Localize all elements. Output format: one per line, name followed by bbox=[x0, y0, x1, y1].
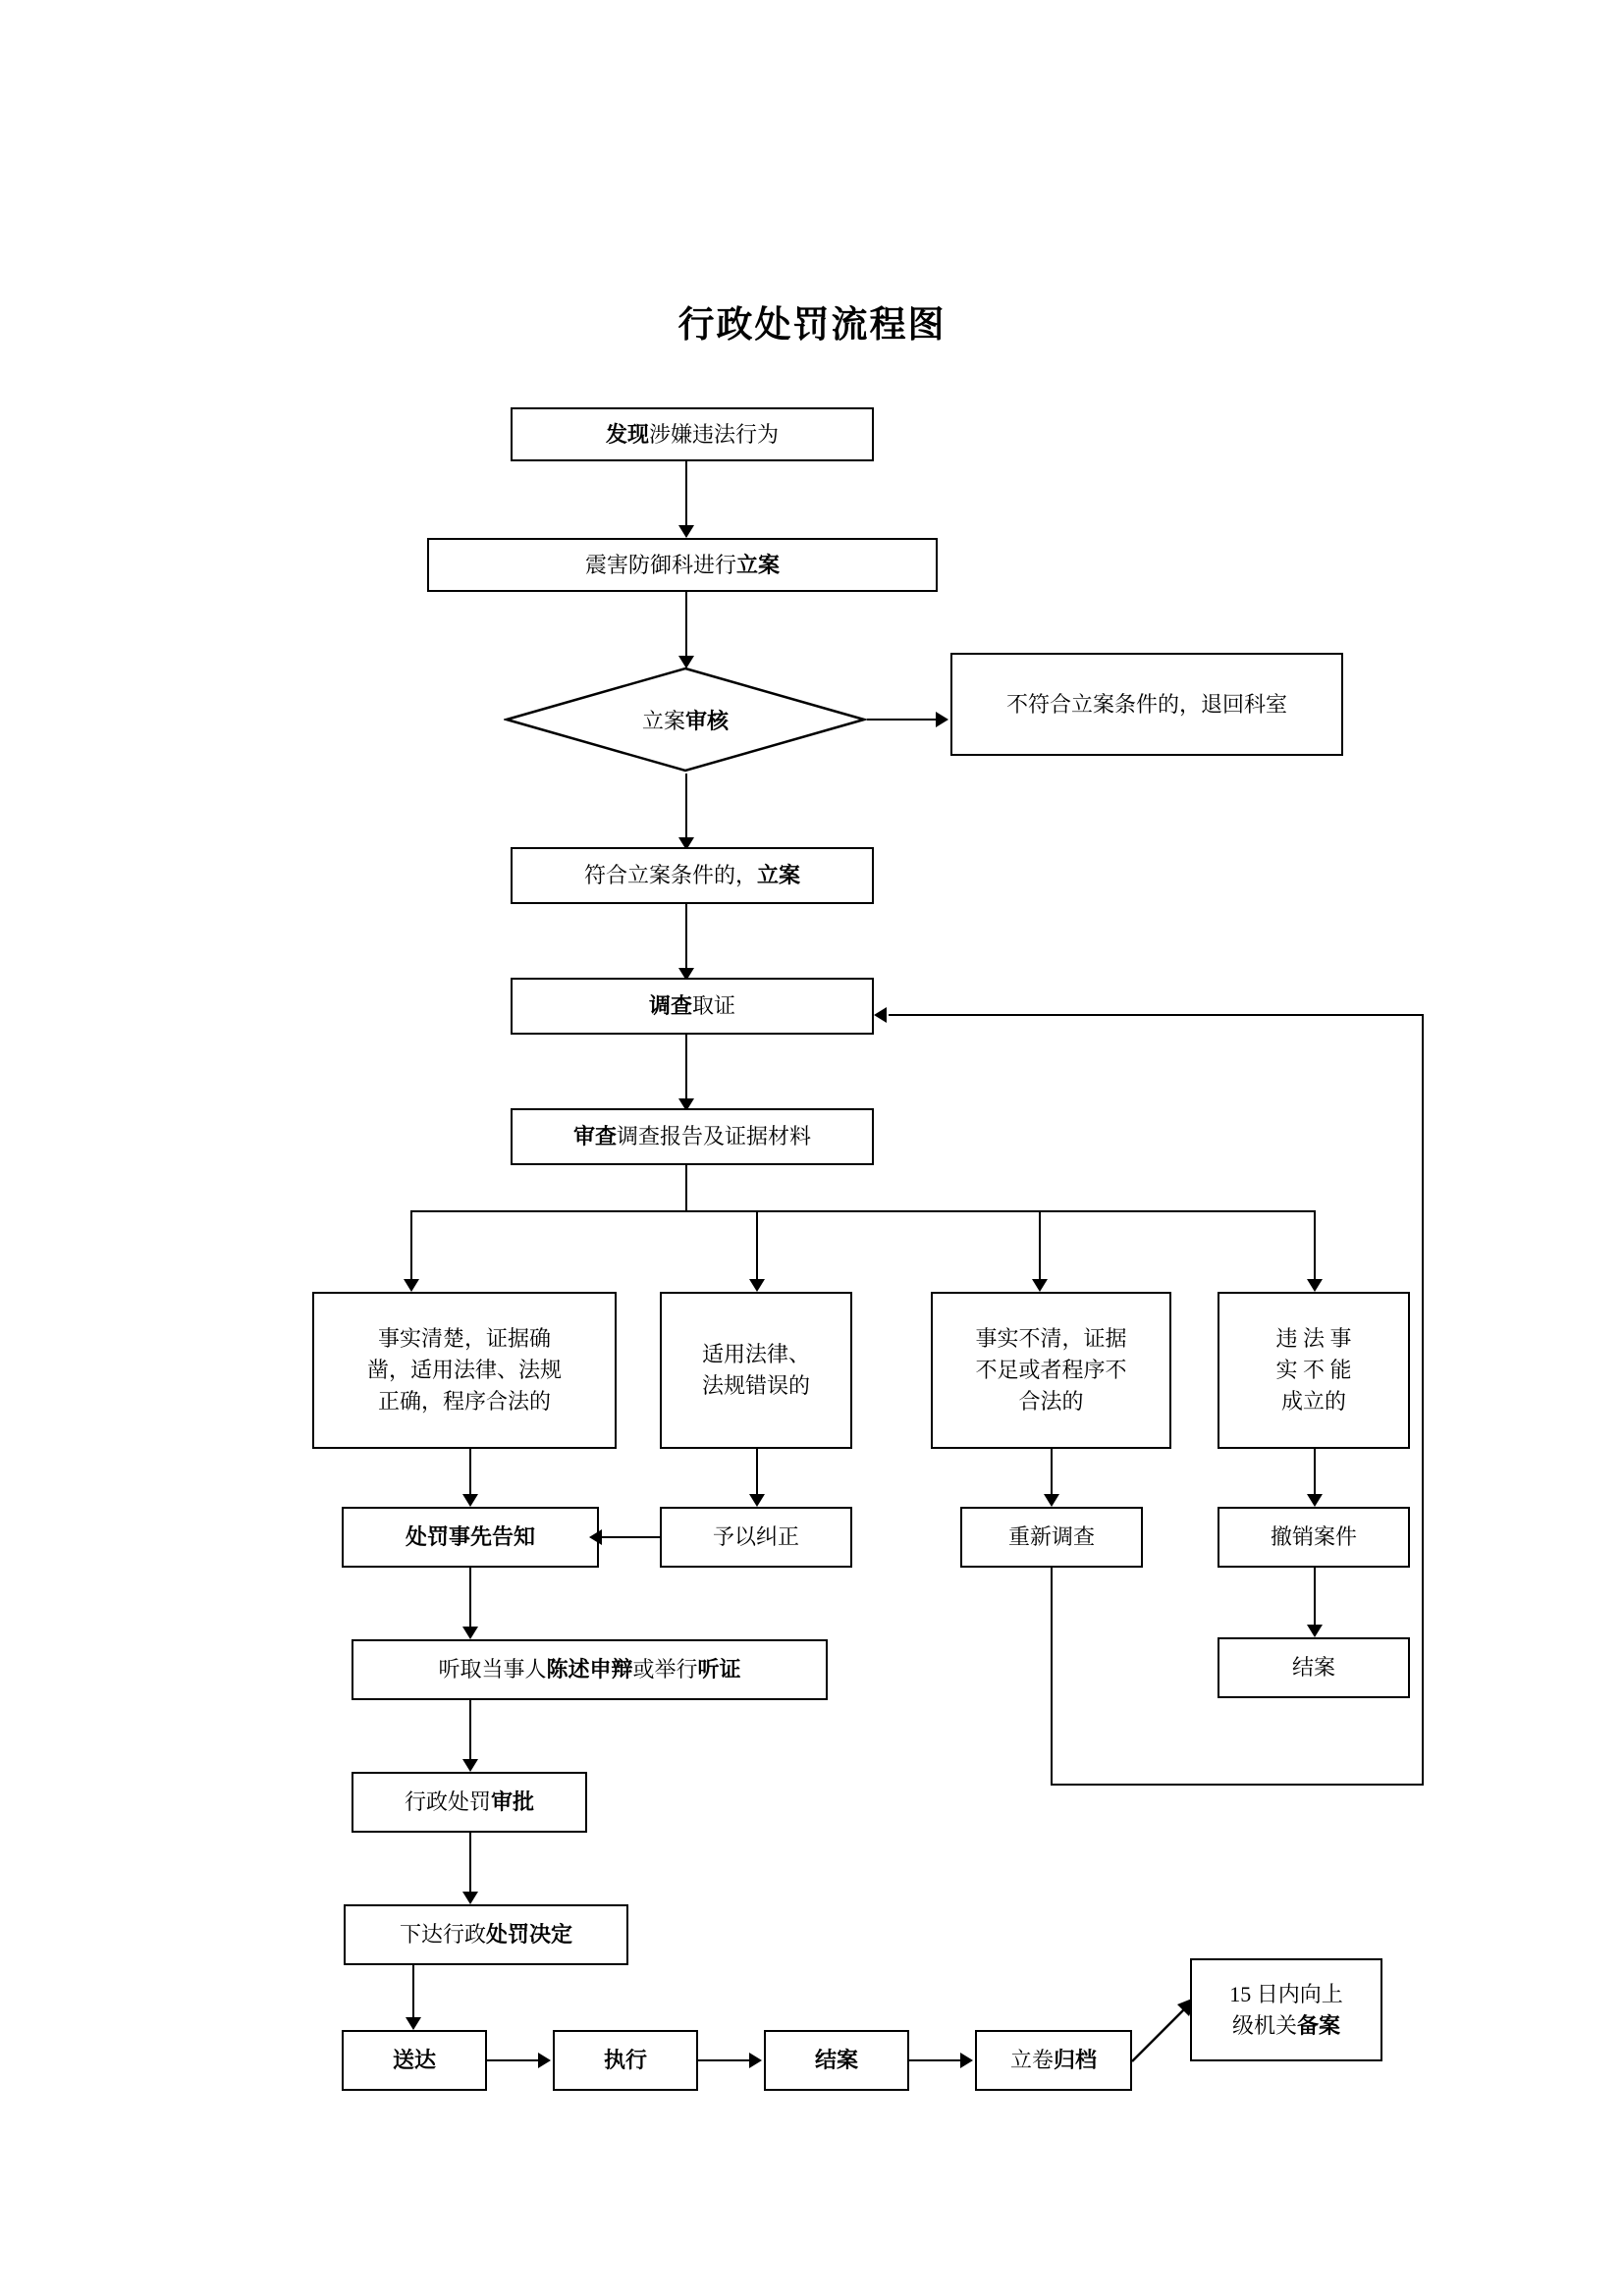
node-branch-unclear-line3: 合法的 bbox=[1018, 1388, 1084, 1414]
node-approval: 行政处罚审批 bbox=[352, 1772, 587, 1833]
edge-correct-notice bbox=[601, 1536, 660, 1538]
node-branch-clear bbox=[312, 1292, 617, 1449]
node-review-report: 审查调查报告及证据材料 bbox=[511, 1108, 874, 1165]
arrowhead-decision-deliver bbox=[406, 2017, 421, 2030]
node-investigate: 调查取证 bbox=[511, 978, 874, 1035]
edge-loop-bottom bbox=[1051, 1784, 1424, 1786]
node-branch-not-established-line3: 成立的 bbox=[1280, 1388, 1346, 1414]
arrowhead-branch3 bbox=[1032, 1279, 1048, 1292]
edge-review-reject bbox=[867, 719, 941, 721]
node-archive: 立卷归档 bbox=[975, 2030, 1132, 2091]
edge-loop-right-up bbox=[1422, 1014, 1424, 1786]
node-branch-unclear bbox=[931, 1292, 1171, 1449]
edge-bus-to-branch4 bbox=[1314, 1210, 1316, 1289]
edge-discover-filing bbox=[685, 461, 687, 530]
edge-investigate-review-report bbox=[685, 1035, 687, 1108]
node-filing: 震害防御科进行立案 bbox=[427, 538, 938, 592]
arrowhead-branch4-revoke bbox=[1307, 1494, 1323, 1507]
edge-loop-to-investigate bbox=[889, 1014, 1424, 1016]
arrowhead-branch1-notice bbox=[462, 1494, 478, 1507]
node-branch-unclear-line1: 事实不清，证据 bbox=[975, 1326, 1127, 1352]
edge-bus-to-branch2 bbox=[756, 1210, 758, 1289]
arrowhead-branch4 bbox=[1307, 1279, 1323, 1292]
node-filing-review bbox=[504, 666, 867, 774]
edge-accept-investigate bbox=[685, 904, 687, 978]
arrowhead-execute-close bbox=[749, 2053, 762, 2068]
node-notice: 处罚事先告知 bbox=[342, 1507, 599, 1568]
node-branch-not-established-line2: 实 不 能 bbox=[1275, 1358, 1352, 1383]
node-branch-not-established-line1: 违 法 事 bbox=[1275, 1326, 1352, 1352]
edge-execute-close bbox=[698, 2059, 755, 2061]
node-record-line1: 15 日内向上 bbox=[1229, 1981, 1343, 2006]
arrowhead-branch3-reinvestigate bbox=[1044, 1494, 1059, 1507]
arrowhead-hearing-approval bbox=[462, 1759, 478, 1772]
arrowhead-discover-filing bbox=[678, 525, 694, 538]
arrowhead-deliver-execute bbox=[538, 2053, 551, 2068]
node-close-case-right: 结案 bbox=[1218, 1637, 1410, 1698]
node-execute: 执行 bbox=[553, 2030, 698, 2091]
page-title: 行政处罚流程图 bbox=[677, 305, 947, 346]
arrowhead-branch1 bbox=[404, 1279, 419, 1292]
arrowhead-branch2 bbox=[749, 1279, 765, 1292]
edge-reinvestigate-loop-down bbox=[1051, 1568, 1053, 1786]
node-record bbox=[1190, 1958, 1382, 2061]
node-reject: 不符合立案条件的，退回科室 bbox=[950, 653, 1343, 756]
edge-deliver-execute bbox=[487, 2059, 544, 2061]
node-record-line2: 级机关备案 bbox=[1231, 2012, 1341, 2038]
node-revoke: 撤销案件 bbox=[1218, 1507, 1410, 1568]
node-branch-clear-line3: 正确，程序合法的 bbox=[377, 1388, 551, 1414]
edge-filing-review bbox=[685, 592, 687, 666]
arrowhead-loop-investigate bbox=[874, 1007, 887, 1023]
edge-bus-to-branch3 bbox=[1039, 1210, 1041, 1289]
node-branch-not-established bbox=[1218, 1292, 1410, 1449]
node-accept: 符合立案条件的，立案 bbox=[511, 847, 874, 904]
edge-close-archive bbox=[909, 2059, 966, 2061]
arrowhead-notice-hearing bbox=[462, 1627, 478, 1639]
node-decision: 下达行政处罚决定 bbox=[344, 1904, 628, 1965]
node-branch-clear-line2: 凿，适用法律、法规 bbox=[366, 1358, 562, 1383]
edge-bus-to-branch1 bbox=[410, 1210, 412, 1289]
node-close-case: 结案 bbox=[764, 2030, 909, 2091]
arrowhead-correct-notice bbox=[589, 1529, 602, 1545]
arrowhead-close-archive bbox=[960, 2053, 973, 2068]
node-branch-unclear-line2: 不足或者程序不 bbox=[975, 1358, 1127, 1383]
node-branch-law-error-line2: 法规错误的 bbox=[701, 1373, 810, 1398]
node-branch-law-error bbox=[660, 1292, 852, 1449]
edge-bus-drop bbox=[685, 1165, 687, 1212]
node-branch-clear-line1: 事实清楚，证据确 bbox=[377, 1326, 551, 1352]
node-reinvestigate: 重新调查 bbox=[960, 1507, 1143, 1568]
node-deliver: 送达 bbox=[342, 2030, 487, 2091]
edge-review-accept bbox=[685, 774, 687, 847]
node-correct: 予以纠正 bbox=[660, 1507, 852, 1568]
node-hearing: 听取当事人陈述申辩或举行听证 bbox=[352, 1639, 828, 1700]
node-branch-law-error-line1: 适用法律、 bbox=[701, 1342, 810, 1367]
edge-bus-horizontal bbox=[410, 1210, 1314, 1212]
node-discover: 发现涉嫌违法行为 bbox=[511, 407, 874, 461]
arrowhead-review-reject bbox=[936, 712, 948, 727]
node-filing-review-label: 立案审核 bbox=[641, 708, 730, 733]
arrowhead-approval-decision bbox=[462, 1892, 478, 1904]
arrowhead-revoke-close bbox=[1307, 1625, 1323, 1637]
arrowhead-branch2-correct bbox=[749, 1494, 765, 1507]
